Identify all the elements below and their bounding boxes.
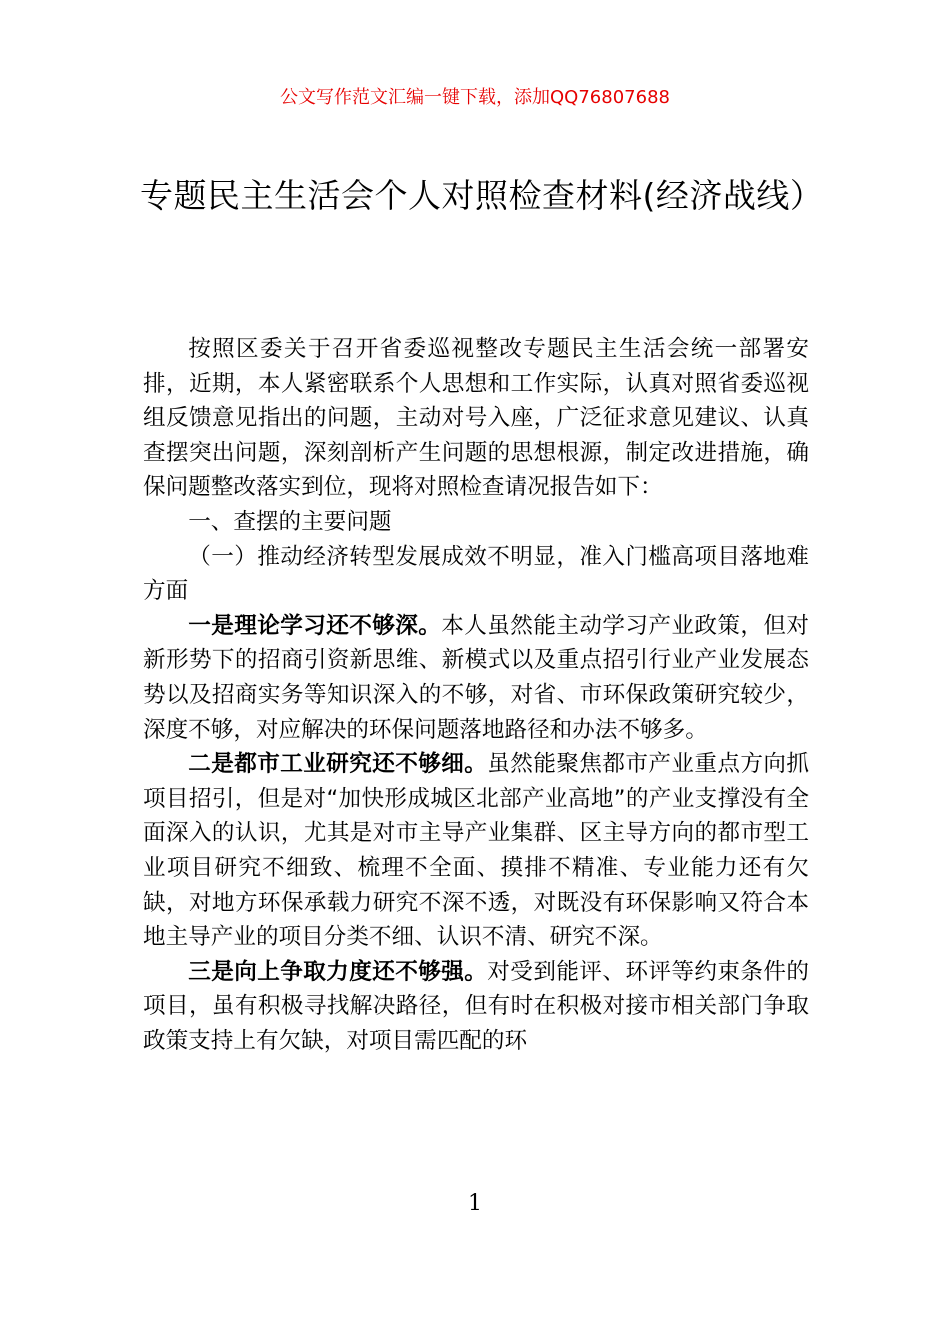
document-title: 专题民主生活会个人对照检查材料(经济战线） [140, 176, 824, 215]
intro-paragraph: 按照区委关于召开省委巡视整改专题民主生活会统一部署安排，近期，本人紧密联系个人思想和工作实际，认真对照省委巡视组反馈意见指出的问题，主动对号入座，广泛征求意见建议、认真查摆突出问题，深刻剖析产生问题的思想根源，制定改进措施，确保问题整改落实到位，现将对照检查请况报告如下： [143, 336, 809, 501]
point-body-1: 本人虽然能主动学习产业政策，但对新形势下的招商引资新思维、新模式以及重点招引行业产业发展态势以及招商实务等知识深入的不够，对省、市环保政策研究较少，深度不够，对应解决的环保问题落地路径和办法不够多。 [143, 612, 810, 743]
point-paragraph-3 [143, 955, 809, 1059]
point-body-2: 虽然能聚焦都市产业重点方向抓项目招引，但是对“加快形成城区北部产业高地”的产业支撑没有全面深入的认识，尤其是对市主导产业集群、区主导方向的都市型工业项目研究不细致、梳理不全面、摸排不精准、专业能力还有欠缺，对地方环保承载力研究不深不透，对既没有环保影响又符合本地主导产业的项目分类不细、认识不清、研究不深。 [143, 751, 809, 951]
point-lead-2: 二是都市工业研究还不够细。 [188, 751, 488, 778]
page-number: 1 [468, 1191, 482, 1216]
point-lead-3: 三是向上争取力度还不够强。 [188, 958, 488, 985]
section-heading: 一、查摆的主要问题 [188, 508, 392, 535]
point-paragraph-2 [143, 747, 809, 955]
point-paragraph-1 [143, 609, 809, 747]
point-body-3: 对受到能评、环评等约束条件的项目，虽有积极寻找解决路径，但有时在积极对接市相关部门争取政策支持上有欠缺，对项目需匹配的环 [143, 958, 809, 1054]
document-body [143, 332, 809, 1058]
subsection-heading: （一）推动经济转型发展成效不明显，准入门槛高项目落地难方面 [143, 543, 809, 605]
point-lead-1: 一是理论学习还不够深。 [188, 612, 442, 639]
header-note: 公文写作范文汇编一键下载，添加QQ76807688 [280, 87, 670, 108]
